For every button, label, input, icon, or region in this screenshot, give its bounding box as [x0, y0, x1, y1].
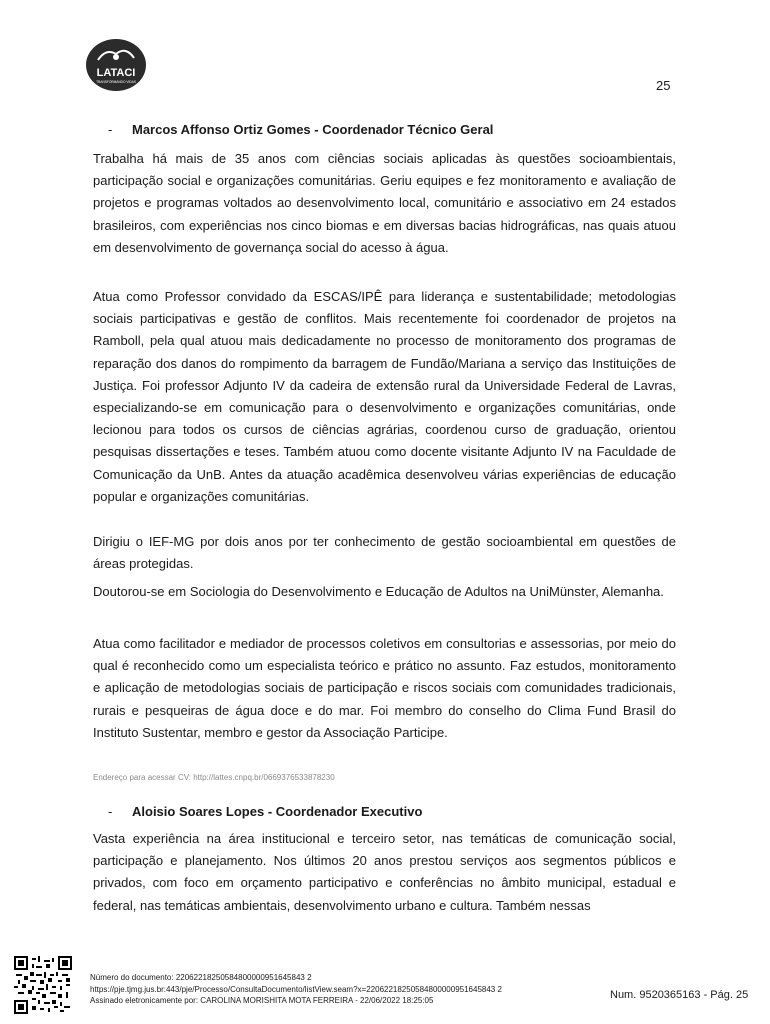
num-page: Num. 9520365163 - Pág. 25: [610, 989, 749, 1001]
signed-by: Assinado eletronicamente por: CAROLINA MORISHITA MOTA FERREIRA - 22/06/2022 18:25:05: [90, 996, 434, 1005]
heading-text: Marcos Affonso Ortiz Gomes - Coordenador Técnico Geral: [132, 122, 494, 137]
qr-code-icon[interactable]: [14, 956, 72, 1014]
document-url[interactable]: https://pje.tjmg.jus.br:443/pje/Processo/ConsultaDocumento/listView.seam?x=22062218250584800000951645843 2: [90, 984, 502, 994]
paragraph: Atua como Professor convidado da ESCAS/IPÊ para liderança e sustentabilidade; metodologias sociais participativas e gestão de conflitos. Mais recentemente foi coordenador de projetos na Ramboll, pela qual atuou mais dedicadamente no processo de monitoramento dos programas de reparação dos danos do rompimento da barragem de Fundão/Mariana a serviço das Instituições de Justiça. Foi professor Adjunto IV da cadeira de extensão rural da Universidade Federal de Lavras, especializando-se em comunicação para o desenvolvimento e organizações comunitárias, onde lecionou para todos os cursos de ciências agrárias, coordenou curso de graduação, orientou pesquisas dissertações e teses. Também atuou como docente visitante Adjunto IV na Faculdade de Comunicação da UnB. Antes da atuação acadêmica desenvolveu várias experiências de educação popular e organizações comunitárias.: [93, 289, 676, 504]
document-number: Número do documento: 22062218250584800000951645843 2: [90, 973, 312, 982]
heading-text: Aloisio Soares Lopes - Coordenador Executivo: [132, 804, 423, 819]
paragraph: Vasta experiência na área institucional e terceiro setor, nas temáticas de comunicação social, participação e planejamento. Nos últimos 20 anos prestou serviços aos segmentos públicos e privados, com foco em orçamento participativo e conferências no âmbito municipal, estadual e federal, nas temáticas ambientais, desenvolvimento urbano e cultura. Também nessas: [93, 831, 676, 913]
logo-text: LATACI: [96, 67, 136, 79]
section-body: [93, 828, 676, 917]
section-body: [93, 148, 676, 259]
section-body: [93, 633, 676, 744]
cv-link[interactable]: Endereço para acessar CV: http://lattes.cnpq.br/0669376533878230: [93, 773, 335, 782]
paragraph: Trabalha há mais de 35 anos com ciências sociais aplicadas às questões socioambientais, participação social e organizações comunitárias. Geriu equipes e fez monitoramento e avaliação de projetos e programas voltados ao desenvolvimento local, comunitário e associativo em 24 estados brasileiros, com experiências nos cinco biomas e em diversas bacias hidrográficas, nas quais atuou em desenvolvimento de governança social do acesso à água.: [93, 151, 676, 255]
section-body: [93, 581, 676, 603]
paragraph: Atua como facilitador e mediador de processos coletivos em consultorias e assessorias, por meio do qual é reconhecido como um especialista teórico e prático no assunto. Faz estudos, monitoramento e aplicação de metodologias sociais de participação e riscos sociais com comunidades tradicionais, rurais e pesqueiras de água doce e do mar. Foi membro do conselho do Clima Fund Brasil do Instituto Sustentar, membro e gestor da Associação Participe.: [93, 636, 676, 740]
lataci-logo: [84, 38, 148, 92]
signature-footer: [90, 972, 502, 1007]
paragraph: Doutorou-se em Sociologia do Desenvolvimento e Educação de Adultos na UniMünster, Alemanha.: [93, 584, 664, 599]
section-heading: [108, 122, 493, 137]
page-number: 25: [656, 78, 671, 93]
section-heading: [108, 804, 422, 819]
section-body: [93, 531, 676, 575]
heading-dash: -: [108, 804, 113, 819]
heading-dash: -: [108, 122, 113, 137]
section-body: [93, 286, 676, 508]
logo-subtext: TRANSFORMANDO VIDAS: [96, 80, 136, 84]
paragraph: Dirigiu o IEF-MG por dois anos por ter conhecimento de gestão socioambiental em questões de áreas protegidas.: [93, 534, 676, 572]
